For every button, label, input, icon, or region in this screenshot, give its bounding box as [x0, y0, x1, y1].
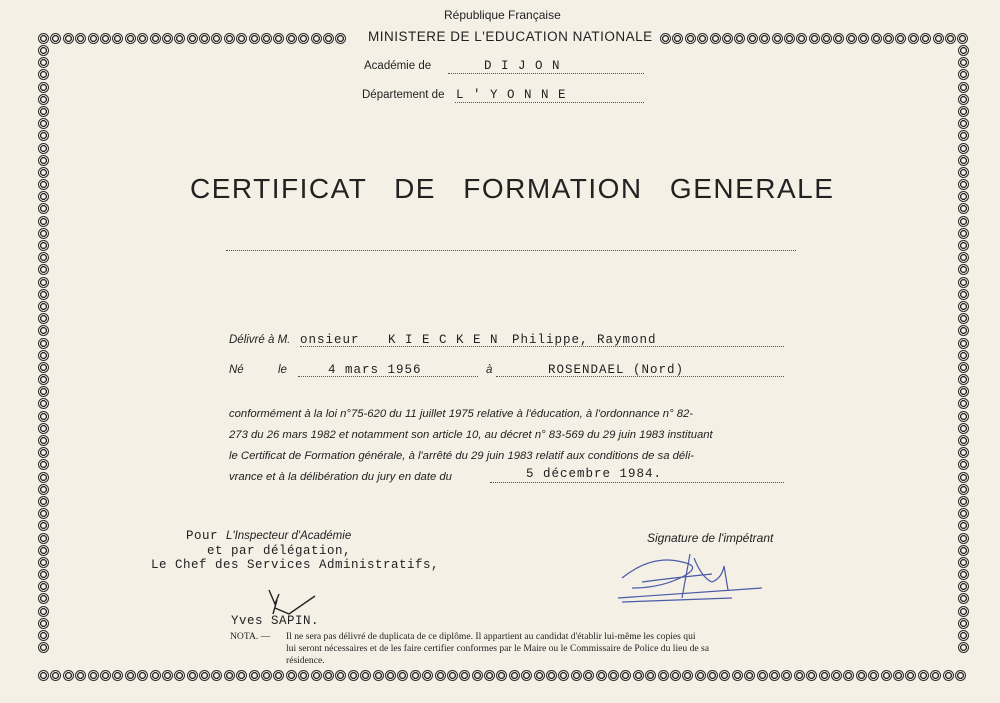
chain-ring-icon	[821, 33, 832, 44]
chain-ring-icon	[958, 593, 969, 604]
ne-label: Né	[229, 364, 244, 376]
chain-ring-icon	[670, 670, 681, 681]
chain-ring-icon	[958, 82, 969, 93]
chain-ring-icon	[187, 670, 198, 681]
border-left	[38, 45, 54, 670]
chain-ring-icon	[958, 350, 969, 361]
chain-ring-icon	[809, 33, 820, 44]
chain-ring-icon	[757, 670, 768, 681]
chain-ring-icon	[920, 33, 931, 44]
chain-ring-icon	[521, 670, 532, 681]
chain-ring-icon	[38, 386, 49, 397]
nota-line-1: Il ne sera pas délivré de duplicata de ce diplôme. Il appartient au candidat d'établir lui-même les copies qui	[286, 631, 696, 642]
chain-ring-icon	[38, 533, 49, 544]
chain-ring-icon	[933, 33, 944, 44]
chain-ring-icon	[918, 670, 929, 681]
chain-ring-icon	[38, 130, 49, 141]
chain-ring-icon	[335, 33, 346, 44]
chain-ring-icon	[335, 670, 346, 681]
chain-ring-icon	[150, 33, 161, 44]
chain-ring-icon	[397, 670, 408, 681]
chain-ring-icon	[685, 33, 696, 44]
chain-ring-icon	[422, 670, 433, 681]
chain-ring-icon	[63, 670, 74, 681]
birth-place: ROSENDAEL (Nord)	[548, 363, 685, 377]
border-top-right	[660, 31, 970, 47]
chain-ring-icon	[722, 33, 733, 44]
chain-ring-icon	[660, 33, 671, 44]
chain-ring-icon	[249, 670, 260, 681]
chain-ring-icon	[38, 216, 49, 227]
chain-ring-icon	[137, 33, 148, 44]
border-bottom	[38, 668, 972, 684]
chain-ring-icon	[38, 459, 49, 470]
chain-ring-icon	[38, 289, 49, 300]
chain-ring-icon	[38, 374, 49, 385]
chain-ring-icon	[958, 606, 969, 617]
chain-ring-icon	[895, 33, 906, 44]
chain-ring-icon	[819, 670, 830, 681]
chain-ring-icon	[958, 630, 969, 641]
academie-value: D I J O N	[484, 59, 561, 73]
chain-ring-icon	[958, 228, 969, 239]
chain-ring-icon	[447, 670, 458, 681]
chain-ring-icon	[38, 167, 49, 178]
chain-ring-icon	[38, 618, 49, 629]
chain-ring-icon	[893, 670, 904, 681]
chain-ring-icon	[843, 670, 854, 681]
chain-ring-icon	[747, 33, 758, 44]
chain-ring-icon	[759, 33, 770, 44]
chain-ring-icon	[958, 374, 969, 385]
border-right	[958, 45, 974, 670]
chain-ring-icon	[38, 569, 49, 580]
chain-ring-icon	[707, 670, 718, 681]
nota-line-2: lui seront nécessaires et de les faire certifier conformes par le Maire ou le Commissaire de Police du lieu de sa	[286, 643, 710, 654]
chain-ring-icon	[744, 670, 755, 681]
chain-ring-icon	[695, 670, 706, 681]
chain-ring-icon	[38, 642, 49, 653]
chain-ring-icon	[38, 82, 49, 93]
chain-ring-icon	[846, 33, 857, 44]
chain-ring-icon	[958, 472, 969, 483]
chain-ring-icon	[261, 670, 272, 681]
chain-ring-icon	[734, 33, 745, 44]
chain-ring-icon	[484, 670, 495, 681]
chain-ring-icon	[311, 33, 322, 44]
chain-ring-icon	[174, 33, 185, 44]
chain-ring-icon	[38, 484, 49, 495]
chain-ring-icon	[88, 670, 99, 681]
signature-label: Signature de l'impétrant	[647, 531, 774, 545]
chain-ring-icon	[831, 670, 842, 681]
chain-ring-icon	[955, 670, 966, 681]
chain-ring-icon	[958, 459, 969, 470]
chain-ring-icon	[772, 33, 783, 44]
chain-ring-icon	[38, 606, 49, 617]
chain-ring-icon	[162, 33, 173, 44]
ministere-header: MINISTERE DE L'EDUCATION NATIONALE	[368, 29, 653, 44]
chain-ring-icon	[509, 670, 520, 681]
chain-ring-icon	[958, 447, 969, 458]
chain-ring-icon	[958, 325, 969, 336]
chain-ring-icon	[958, 362, 969, 373]
chain-ring-icon	[38, 277, 49, 288]
chain-ring-icon	[958, 118, 969, 129]
chain-ring-icon	[410, 670, 421, 681]
body-line-4: vrance et à la délibération du jury en date du	[229, 471, 452, 483]
chain-ring-icon	[38, 301, 49, 312]
chain-ring-icon	[224, 33, 235, 44]
chain-ring-icon	[658, 670, 669, 681]
chain-ring-icon	[958, 545, 969, 556]
chain-ring-icon	[38, 545, 49, 556]
chain-ring-icon	[38, 264, 49, 275]
chain-ring-icon	[546, 670, 557, 681]
chain-ring-icon	[958, 569, 969, 580]
chain-ring-icon	[958, 508, 969, 519]
chain-ring-icon	[323, 670, 334, 681]
chain-ring-icon	[781, 670, 792, 681]
chain-ring-icon	[38, 423, 49, 434]
chain-ring-icon	[249, 33, 260, 44]
chain-ring-icon	[286, 33, 297, 44]
chain-ring-icon	[435, 670, 446, 681]
chain-ring-icon	[224, 670, 235, 681]
chain-ring-icon	[769, 670, 780, 681]
chain-ring-icon	[125, 670, 136, 681]
chain-ring-icon	[38, 118, 49, 129]
chain-ring-icon	[162, 670, 173, 681]
delegation-label: et par délégation,	[207, 544, 352, 558]
pour-label: Pour	[186, 529, 219, 543]
chain-ring-icon	[125, 33, 136, 44]
chain-ring-icon	[958, 106, 969, 117]
chain-ring-icon	[38, 557, 49, 568]
republique-header: République Française	[444, 8, 561, 22]
chain-ring-icon	[38, 203, 49, 214]
le-label: le	[278, 364, 287, 376]
chain-ring-icon	[958, 216, 969, 227]
chain-ring-icon	[38, 313, 49, 324]
chain-ring-icon	[38, 228, 49, 239]
chain-ring-icon	[50, 670, 61, 681]
chain-ring-icon	[496, 670, 507, 681]
chain-ring-icon	[38, 350, 49, 361]
certificate-title: CERTIFICAT DE FORMATION GENERALE	[190, 173, 835, 204]
chain-ring-icon	[199, 33, 210, 44]
chain-ring-icon	[672, 33, 683, 44]
chain-ring-icon	[958, 496, 969, 507]
chain-ring-icon	[38, 179, 49, 190]
chain-ring-icon	[38, 45, 49, 56]
chain-ring-icon	[697, 33, 708, 44]
recipient-firstnames: Philippe, Raymond	[512, 333, 657, 347]
chain-ring-icon	[943, 670, 954, 681]
chain-ring-icon	[645, 670, 656, 681]
chain-ring-icon	[958, 191, 969, 202]
signatory-name: Yves SAPIN.	[231, 614, 320, 628]
chain-ring-icon	[348, 670, 359, 681]
chain-ring-icon	[958, 386, 969, 397]
chain-ring-icon	[958, 313, 969, 324]
chain-ring-icon	[472, 670, 483, 681]
chain-ring-icon	[534, 670, 545, 681]
chain-ring-icon	[958, 57, 969, 68]
chain-ring-icon	[905, 670, 916, 681]
chain-ring-icon	[596, 670, 607, 681]
chain-ring-icon	[298, 670, 309, 681]
chain-ring-icon	[88, 33, 99, 44]
chain-ring-icon	[958, 252, 969, 263]
chain-ring-icon	[323, 33, 334, 44]
chain-ring-icon	[38, 593, 49, 604]
chain-ring-icon	[286, 670, 297, 681]
academie-label: Académie de	[364, 60, 432, 72]
chain-ring-icon	[958, 411, 969, 422]
delivre-label: Délivré à M.	[229, 334, 291, 346]
border-top-left	[38, 31, 358, 47]
chain-ring-icon	[38, 362, 49, 373]
chain-ring-icon	[958, 69, 969, 80]
chain-ring-icon	[958, 423, 969, 434]
chain-ring-icon	[38, 411, 49, 422]
chain-ring-icon	[958, 94, 969, 105]
chain-ring-icon	[38, 252, 49, 263]
chef-label: Le Chef des Services Administratifs,	[151, 558, 440, 572]
chain-ring-icon	[583, 670, 594, 681]
chain-ring-icon	[958, 642, 969, 653]
chain-ring-icon	[38, 57, 49, 68]
a-label: à	[486, 364, 493, 376]
jury-date: 5 décembre 1984.	[526, 467, 663, 481]
nota-line-3: résidence.	[286, 655, 325, 666]
recipient-name: K I E C K E N	[388, 333, 499, 347]
chain-ring-icon	[112, 33, 123, 44]
chain-ring-icon	[868, 670, 879, 681]
body-line-1: conformément à la loi n°75-620 du 11 juillet 1975 relative à l'éducation, à l'ordonnance n° 82-	[229, 408, 694, 420]
chain-ring-icon	[137, 670, 148, 681]
chain-ring-icon	[682, 670, 693, 681]
chain-ring-icon	[958, 277, 969, 288]
chain-ring-icon	[38, 520, 49, 531]
chain-ring-icon	[958, 264, 969, 275]
chain-ring-icon	[360, 670, 371, 681]
chain-ring-icon	[63, 33, 74, 44]
chain-ring-icon	[958, 520, 969, 531]
chain-ring-icon	[558, 670, 569, 681]
chain-ring-icon	[796, 33, 807, 44]
chain-ring-icon	[806, 670, 817, 681]
chain-ring-icon	[930, 670, 941, 681]
chain-ring-icon	[38, 447, 49, 458]
chain-ring-icon	[38, 670, 49, 681]
chain-ring-icon	[50, 33, 61, 44]
chain-ring-icon	[958, 155, 969, 166]
chain-ring-icon	[38, 325, 49, 336]
chain-ring-icon	[958, 484, 969, 495]
chain-ring-icon	[958, 45, 969, 56]
chain-ring-icon	[273, 33, 284, 44]
chain-ring-icon	[633, 670, 644, 681]
chain-ring-icon	[38, 191, 49, 202]
chain-ring-icon	[38, 94, 49, 105]
chain-ring-icon	[38, 69, 49, 80]
chain-ring-icon	[958, 557, 969, 568]
chain-ring-icon	[958, 301, 969, 312]
chain-ring-icon	[38, 508, 49, 519]
chain-ring-icon	[112, 670, 123, 681]
chain-ring-icon	[958, 240, 969, 251]
body-line-2: 273 du 26 mars 1982 et notamment son article 10, au décret n° 83-569 du 29 juin 1983 instituant	[229, 429, 713, 441]
chain-ring-icon	[38, 240, 49, 251]
chain-ring-icon	[958, 338, 969, 349]
delivre-suffix: onsieur	[300, 333, 360, 347]
chain-ring-icon	[784, 33, 795, 44]
chain-ring-icon	[958, 618, 969, 629]
chain-ring-icon	[38, 630, 49, 641]
chain-ring-icon	[100, 670, 111, 681]
chain-ring-icon	[958, 179, 969, 190]
chain-ring-icon	[75, 670, 86, 681]
departement-value: L ' Y O N N E	[456, 88, 567, 102]
chain-ring-icon	[187, 33, 198, 44]
birth-date: 4 mars 1956	[328, 363, 422, 377]
chain-ring-icon	[719, 670, 730, 681]
chain-ring-icon	[908, 33, 919, 44]
chain-ring-icon	[571, 670, 582, 681]
chain-ring-icon	[945, 33, 956, 44]
chain-ring-icon	[958, 143, 969, 154]
chain-ring-icon	[261, 33, 272, 44]
chain-ring-icon	[958, 167, 969, 178]
chain-ring-icon	[236, 33, 247, 44]
impetrant-signature	[612, 548, 792, 608]
chain-ring-icon	[236, 670, 247, 681]
chain-ring-icon	[38, 581, 49, 592]
chain-ring-icon	[732, 670, 743, 681]
chain-ring-icon	[38, 435, 49, 446]
chain-ring-icon	[833, 33, 844, 44]
nota-label: NOTA. —	[230, 631, 271, 642]
chain-ring-icon	[174, 670, 185, 681]
chain-ring-icon	[958, 533, 969, 544]
chain-ring-icon	[150, 670, 161, 681]
chain-ring-icon	[958, 581, 969, 592]
chain-ring-icon	[958, 203, 969, 214]
chain-ring-icon	[373, 670, 384, 681]
chain-ring-icon	[38, 338, 49, 349]
chain-ring-icon	[385, 670, 396, 681]
chain-ring-icon	[858, 33, 869, 44]
chain-ring-icon	[38, 155, 49, 166]
chain-ring-icon	[958, 398, 969, 409]
body-line-3: le Certificat de Formation générale, à l'arrêté du 29 juin 1983 relatif aux conditions de sa déli-	[229, 450, 694, 462]
chain-ring-icon	[710, 33, 721, 44]
chain-ring-icon	[881, 670, 892, 681]
chain-ring-icon	[794, 670, 805, 681]
inspecteur-label: L'Inspecteur d'Académie	[226, 530, 352, 542]
chain-ring-icon	[38, 33, 49, 44]
chain-ring-icon	[211, 670, 222, 681]
chain-ring-icon	[211, 33, 222, 44]
chain-ring-icon	[620, 670, 631, 681]
chain-ring-icon	[75, 33, 86, 44]
chain-ring-icon	[856, 670, 867, 681]
chain-ring-icon	[38, 398, 49, 409]
chain-ring-icon	[608, 670, 619, 681]
chain-ring-icon	[883, 33, 894, 44]
chain-ring-icon	[38, 472, 49, 483]
chain-ring-icon	[38, 143, 49, 154]
chain-ring-icon	[958, 435, 969, 446]
chain-ring-icon	[311, 670, 322, 681]
departement-label: Département de	[362, 89, 445, 101]
chain-ring-icon	[38, 496, 49, 507]
chain-ring-icon	[958, 289, 969, 300]
chain-ring-icon	[273, 670, 284, 681]
chain-ring-icon	[957, 33, 968, 44]
chain-ring-icon	[459, 670, 470, 681]
chain-ring-icon	[871, 33, 882, 44]
chain-ring-icon	[298, 33, 309, 44]
title-underline	[226, 240, 796, 251]
chain-ring-icon	[958, 130, 969, 141]
chain-ring-icon	[199, 670, 210, 681]
chain-ring-icon	[38, 106, 49, 117]
chain-ring-icon	[100, 33, 111, 44]
